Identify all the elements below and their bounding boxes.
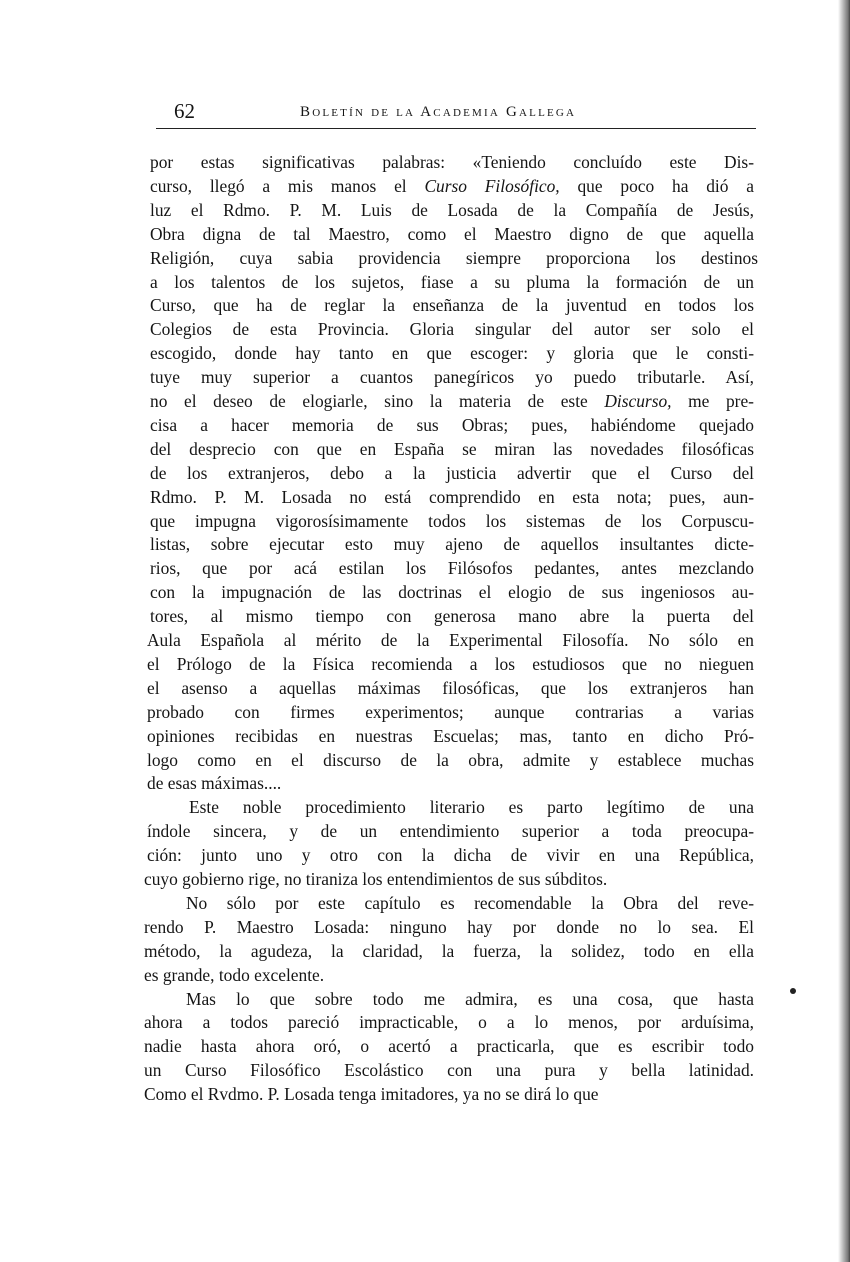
text-line: opiniones recibidas en nuestras Escuelas; mas, tanto en dicho Pró- xyxy=(147,726,754,746)
text-line: escogido, donde hay tanto en que escoger: y gloria que le consti- xyxy=(150,343,754,363)
text-line: cuyo gobierno rige, no tiraniza los entendimientos de sus súbditos. xyxy=(144,869,608,889)
text-line: de los extranjeros, debo a la justicia advertir que el Curso del xyxy=(150,463,754,483)
text-line: que impugna vigorosísimamente todos los sistemas de los Corpuscu- xyxy=(150,511,754,531)
text-line: Como el Rvdmo. P. Losada tenga imitadores, ya no se dirá lo que xyxy=(144,1084,599,1104)
text-line: Mas lo que sobre todo me admira, es una cosa, que hasta xyxy=(186,989,754,1009)
text-line: a los talentos de los sujetos, fiase a su pluma la formación de un xyxy=(150,272,754,292)
text-line: es grande, todo excelente. xyxy=(144,965,325,985)
text-line: el Prólogo de la Física recomienda a los estudiosos que no nieguen xyxy=(147,654,754,674)
journal-title: Boletín de la Academia Gallega xyxy=(300,104,577,120)
text-line: ahora a todos pareció impracticable, o a lo menos, por arduísima, xyxy=(144,1012,754,1032)
header-rule xyxy=(156,128,756,129)
margin-mark xyxy=(790,988,796,994)
text-line: curso, llegó a mis manos el Curso Filosófico, que poco ha dió a xyxy=(150,176,754,196)
text-line: tores, al mismo tiempo con generosa mano abre la puerta del xyxy=(150,606,754,626)
text-line: no el deseo de elogiarle, sino la materia de este Discurso, me pre- xyxy=(150,391,754,411)
text-line: listas, sobre ejecutar esto muy ajeno de aquellos insultantes dicte- xyxy=(150,534,754,554)
text-line: con la impugnación de las doctrinas el elogio de sus ingeniosos au- xyxy=(150,582,754,602)
text-line: método, la agudeza, la claridad, la fuerza, la solidez, todo en ella xyxy=(144,941,754,961)
page-edge-shadow xyxy=(838,0,850,1262)
page-number: 62 xyxy=(174,99,195,123)
text-line: un Curso Filosófico Escolástico con una pura y bella latinidad. xyxy=(144,1060,754,1080)
text-line: luz el Rdmo. P. M. Luis de Losada de la Compañía de Jesús, xyxy=(150,200,754,220)
text-line: logo como en el discurso de la obra, admite y establece muchas xyxy=(147,750,754,770)
text-line: Religión, cuya sabia providencia siempre proporciona los destinos xyxy=(150,248,758,268)
text-line: de esas máximas.... xyxy=(147,773,282,793)
text-line: por estas significativas palabras: «Teniendo concluído este Dis- xyxy=(150,152,754,172)
text-line: Este noble procedimiento literario es parto legítimo de una xyxy=(189,797,754,817)
text-line: probado con firmes experimentos; aunque contrarias a varias xyxy=(147,702,754,722)
text-line: Curso, que ha de reglar la enseñanza de la juventud en todos los xyxy=(150,295,754,315)
text-line: del desprecio con que en España se miran las novedades filosóficas xyxy=(150,439,754,459)
running-header xyxy=(156,98,756,126)
text-line: tuye muy superior a cuantos panegíricos yo puedo tributarle. Así, xyxy=(150,367,754,387)
text-line: Obra digna de tal Maestro, como el Maestro digno de que aquella xyxy=(150,224,754,244)
text-line: rios, que por acá estilan los Filósofos pedantes, antes mezclando xyxy=(150,558,754,578)
text-line: el asenso a aquellas máximas filosóficas, que los extranjeros han xyxy=(147,678,754,698)
text-line: ción: junto uno y otro con la dicha de vivir en una República, xyxy=(147,845,754,865)
text-line: cisa a hacer memoria de sus Obras; pues, habiéndome quejado xyxy=(150,415,754,435)
text-line: índole sincera, y de un entendimiento superior a toda preocupa- xyxy=(147,821,754,841)
text-line: Aula Española al mérito de la Experimental Filosofía. No sólo en xyxy=(147,630,754,650)
text-line: rendo P. Maestro Losada: ninguno hay por donde no lo sea. El xyxy=(144,917,754,937)
text-line: nadie hasta ahora oró, o acertó a practicarla, que es escribir todo xyxy=(144,1036,754,1056)
text-line: Rdmo. P. M. Losada no está comprendido en esta nota; pues, aun- xyxy=(150,487,754,507)
text-line: Colegios de esta Provincia. Gloria singular del autor ser solo el xyxy=(150,319,754,339)
text-line: No sólo por este capítulo es recomendable la Obra del reve- xyxy=(186,893,754,913)
